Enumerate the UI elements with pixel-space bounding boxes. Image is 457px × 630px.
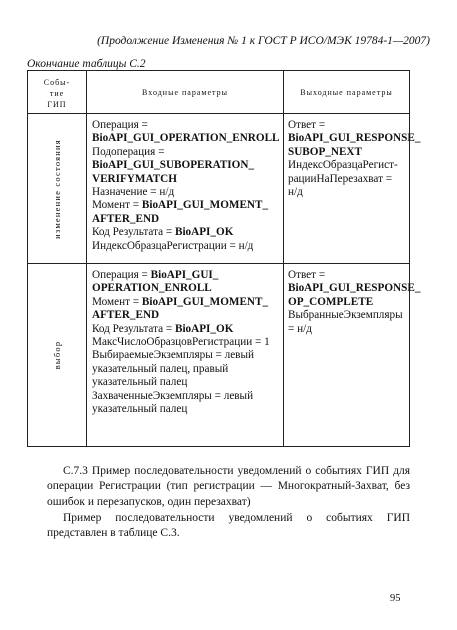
param-prefix: Код Результата = [92, 226, 175, 239]
param-line [92, 323, 283, 336]
param-line [92, 186, 283, 199]
param-value: BioAPI_GUI_ [150, 269, 219, 281]
events-table [27, 70, 421, 447]
param-line [92, 336, 283, 349]
param-value: BioAPI_GUI_MOMENT_ [141, 295, 269, 308]
param-prefix: Код Результата = [92, 322, 175, 335]
param-value: н/д [288, 186, 303, 199]
param-value: ИндексОбразцаРегистрации = н/д [92, 239, 254, 252]
param-line [92, 226, 283, 239]
header-event-part: ГИП [47, 99, 67, 109]
table-header-row [28, 71, 410, 114]
param-value: = н/д [288, 322, 312, 335]
param-value: ИндексОбразцаРегист- [288, 159, 398, 172]
param-value: OPERATION_ENROLL [92, 282, 212, 295]
param-value: Операция = [92, 119, 148, 131]
param-line [288, 282, 421, 295]
param-value: BioAPI_GUI_RESPONSE_ [288, 282, 421, 295]
event-label-text: изменение состояния [52, 138, 62, 239]
param-line [92, 199, 283, 212]
param-value: BioAPI_OK [174, 226, 234, 239]
param-value: BioAPI_GUI_OPERATION_ENROLL [92, 132, 280, 145]
row-event-label [28, 264, 87, 447]
header-output: Выходные параметры [284, 71, 410, 114]
param-line [92, 296, 283, 309]
event-label-text: выбор [52, 340, 62, 370]
param-value: BioAPI_OK [174, 322, 234, 335]
param-value: BioAPI_GUI_RESPONSE_ [288, 132, 421, 145]
param-prefix: Момент = [92, 295, 142, 308]
paragraph-example-reference: Пример последовательности уведомлений о событиях ГИП представлен в таблице С.3. [47, 512, 410, 540]
header-event-part: тие [49, 88, 65, 98]
param-line [288, 146, 409, 159]
header-input: Входные параметры [87, 71, 284, 114]
param-line [92, 213, 283, 226]
param-line [288, 323, 409, 336]
param-value: Ответ = [288, 119, 326, 131]
table-row [28, 114, 410, 264]
header-event-part: Собы- [43, 77, 71, 87]
param-line [288, 186, 409, 199]
param-line [92, 390, 283, 417]
param-value: AFTER_END [92, 212, 160, 225]
param-line [288, 119, 409, 132]
paragraph-example-heading: С.7.3 Пример последовательности уведомлений о событиях ГИП для операции Регистрации (тип регистрации — Многократный-Захват, без ошибок и перезапусков, один перезахват) [47, 465, 410, 508]
param-value: Назначение = н/д [92, 186, 175, 199]
param-prefix: Операция = [92, 269, 151, 281]
param-line [92, 349, 283, 389]
param-value: BioAPI_GUI_SUBOPERATION_ [92, 159, 255, 172]
param-value: AFTER_END [92, 309, 160, 322]
param-value: BioAPI_GUI_MOMENT_ [141, 199, 269, 212]
header-event [28, 71, 87, 114]
param-value: ВыбираемыеЭкземпляры = левый указательный палец, правый указательный палец [92, 349, 254, 389]
param-line [92, 269, 283, 282]
param-line [92, 132, 283, 145]
row-input-params [87, 264, 284, 447]
param-line [92, 173, 283, 186]
param-value: ЗахваченныеЭкземпляры = левый указательный палец [92, 389, 254, 416]
table-caption: Окончание таблицы С.2 [27, 58, 146, 70]
row-event-label [28, 114, 87, 264]
param-line [92, 146, 283, 159]
param-value: VERIFYMATCH [92, 172, 177, 185]
param-value: Подоперация = [92, 145, 165, 158]
running-header: (Продолжение Изменения № 1 к ГОСТ Р ИСО/МЭК 19784-1—2007) [97, 35, 430, 47]
param-line [92, 159, 283, 172]
table-row [28, 264, 410, 447]
param-line [92, 119, 283, 132]
param-line [288, 309, 409, 322]
row-output-params [284, 114, 421, 264]
row-input-params [87, 114, 284, 264]
param-value: ВыбранныеЭкземпляры [288, 309, 403, 322]
param-value: МаксЧислоОбразцовРегистрации = 1 [92, 336, 270, 349]
param-value: Ответ = [288, 269, 326, 281]
param-value: OP_COMPLETE [288, 295, 374, 308]
param-line [288, 132, 421, 145]
param-line [92, 240, 283, 253]
param-line [288, 296, 409, 309]
param-line [288, 173, 409, 186]
param-value: SUBOP_NEXT [288, 145, 362, 158]
param-line [92, 309, 283, 322]
param-prefix: Момент = [92, 199, 142, 212]
param-line [92, 282, 283, 295]
param-value: рацииНаПерезахват = [288, 172, 393, 185]
row-output-params [284, 264, 421, 447]
page-number: 95 [390, 593, 401, 604]
param-line [288, 269, 409, 282]
param-line [288, 159, 409, 172]
